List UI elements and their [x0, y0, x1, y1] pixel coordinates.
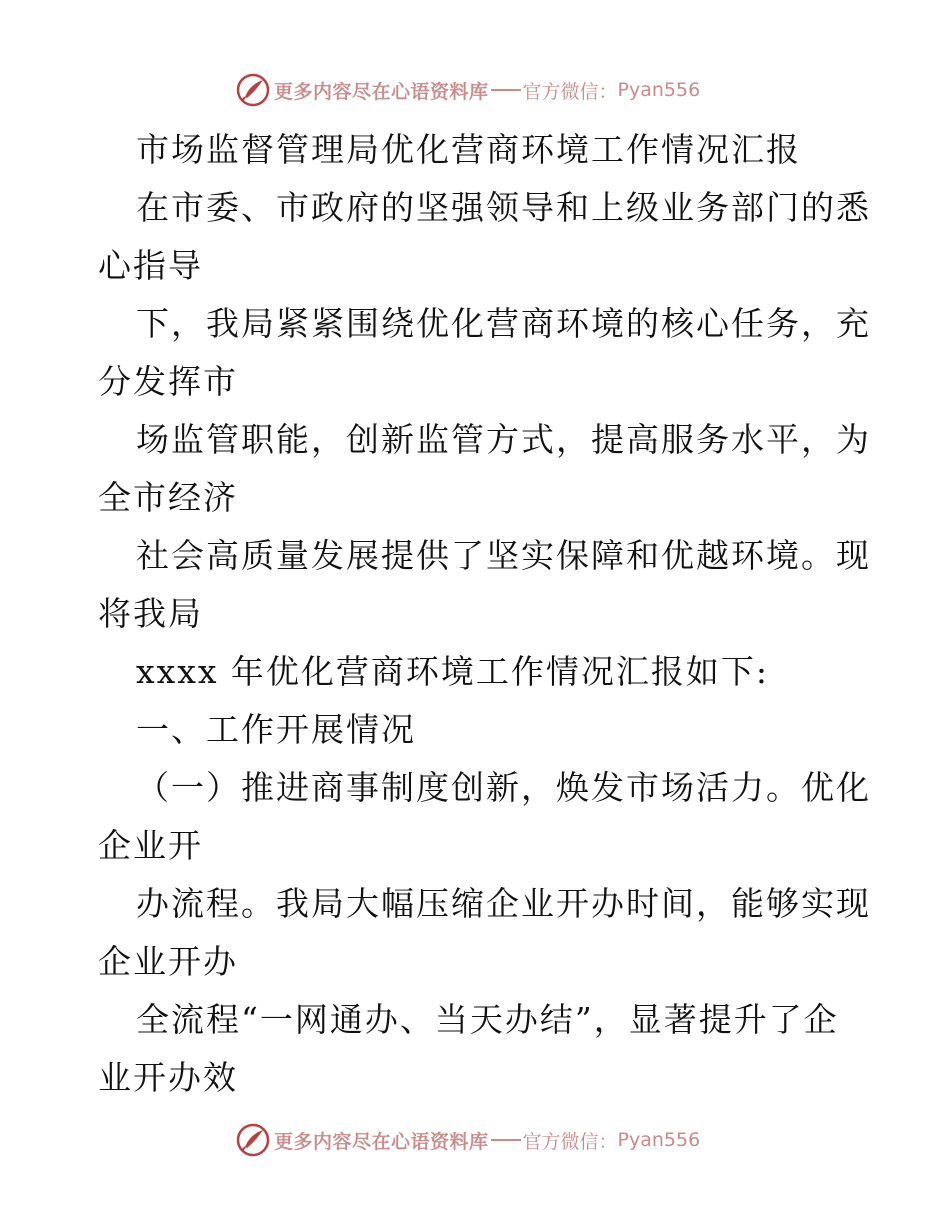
watermark-dash	[491, 89, 521, 91]
paragraph-line: 全流程“一网通办、当天办结”，显著提升了企	[136, 1000, 839, 1039]
paragraph-line: （一）推进商事制度创新，焕发市场活力。优化	[136, 768, 871, 807]
paragraph-line: 企业开办	[98, 942, 238, 981]
watermark-wechat-id: Pyan556	[617, 1129, 701, 1151]
watermark-site-text: 更多内容尽在心语资料库	[274, 1130, 489, 1153]
watermark-dash	[491, 1139, 521, 1141]
paragraph-line: 业开办效	[98, 1058, 238, 1097]
paragraph-line: 场监管职能，创新监管方式，提高服务水平，为	[136, 420, 871, 459]
paragraph-line: 社会高质量发展提供了坚实保障和优越环境。现	[136, 536, 871, 575]
paragraph-line: xxxx 年优化营商环境工作情况汇报如下:	[136, 652, 770, 691]
header-watermark	[236, 72, 700, 108]
quill-logo-icon	[236, 73, 270, 107]
paragraph-line: 全市经济	[98, 478, 238, 517]
paragraph-line: 分发挥市	[98, 362, 238, 401]
document-body	[98, 121, 898, 1107]
watermark-site-text: 更多内容尽在心语资料库	[274, 80, 489, 103]
watermark-wechat-label: 官方微信：	[522, 1130, 618, 1153]
paragraph-line: 将我局	[98, 594, 203, 633]
paragraph-line: 企业开	[98, 826, 203, 865]
paragraph-line: 在市委、市政府的坚强领导和上级业务部门的悉	[136, 188, 871, 227]
paragraph-line: 办流程。我局大幅压缩企业开办时间，能够实现	[136, 884, 871, 923]
document-title: 市场监督管理局优化营商环境工作情况汇报	[136, 130, 801, 169]
section-heading: 一、工作开展情况	[136, 710, 416, 749]
footer-watermark	[236, 1122, 700, 1158]
watermark-wechat-id: Pyan556	[617, 79, 701, 101]
watermark-wechat-label: 官方微信：	[522, 80, 618, 103]
paragraph-line: 下，我局紧紧围绕优化营商环境的核心任务，充	[136, 304, 871, 343]
paragraph-line: 心指导	[98, 246, 203, 285]
quill-logo-icon	[236, 1123, 270, 1157]
